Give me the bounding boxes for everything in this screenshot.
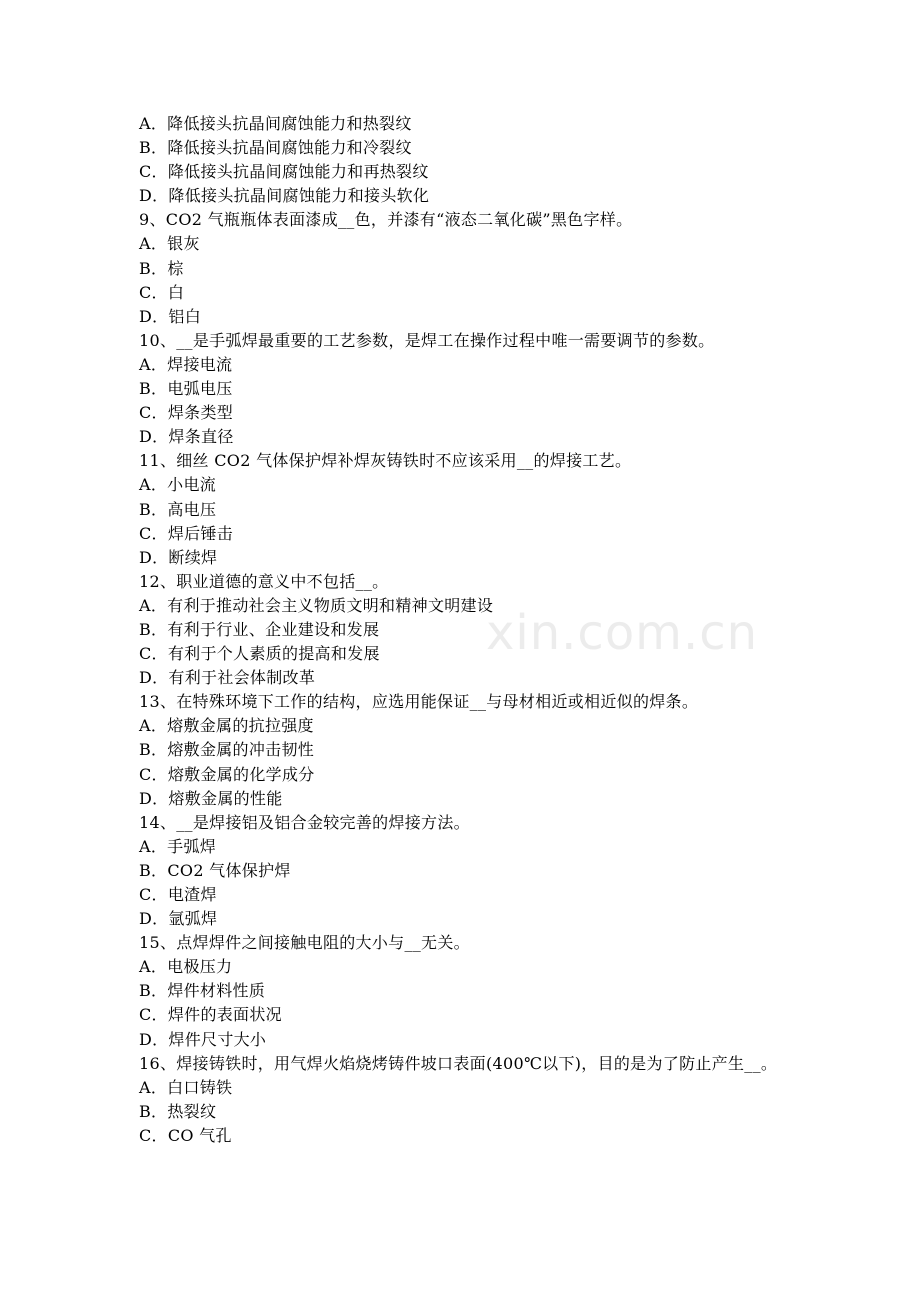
q14-option-d: D．氩弧焊 [139, 909, 218, 929]
q11-stem: 11、细丝 CO2 气体保护焊补焊灰铸铁时不应该采用__的焊接工艺。 [139, 451, 632, 471]
q10-stem: 10、__是手弧焊最重要的工艺参数，是焊工在操作过程中唯一需要调节的参数。 [139, 330, 715, 350]
q8-option-d: D．降低接头抗晶间腐蚀能力和接头软化 [139, 186, 430, 206]
q14-option-a: A．手弧焊 [139, 836, 217, 856]
q14-option-c: C．电渣焊 [139, 885, 217, 904]
q11-option-b: B．高电压 [139, 499, 217, 519]
q8-option-c: C．降低接头抗晶间腐蚀能力和再热裂纹 [139, 162, 429, 182]
q15-option-a: A．电极压力 [139, 957, 233, 977]
q8-option-a: A．降低接头抗晶间腐蚀能力和热裂纹 [139, 114, 412, 133]
q15-option-c: C．焊件的表面状况 [139, 1005, 282, 1025]
q14-stem: 14、__是焊接铝及铝合金较完善的焊接方法。 [139, 812, 470, 832]
q14-option-b: B．CO2 气体保护焊 [139, 860, 291, 880]
q12-stem: 12、职业道德的意义中不包括__。 [139, 571, 389, 591]
watermark: xin.com.cn [486, 605, 759, 661]
q12-option-b: B．有利于行业、企业建设和发展 [139, 619, 380, 639]
q16-option-a: A．白口铸铁 [139, 1077, 233, 1097]
q11-option-a: A．小电流 [139, 475, 217, 495]
q13-stem: 13、在特殊环境下工作的结构，应选用能保证__与母材相近或相近似的焊条。 [139, 692, 699, 712]
q8-option-b: B．降低接头抗晶间腐蚀能力和冷裂纹 [139, 138, 412, 158]
q13-option-a: A．熔敷金属的抗拉强度 [139, 716, 314, 736]
question-list [139, 112, 789, 1148]
q13-option-d: D．熔敷金属的性能 [139, 788, 283, 808]
q10-option-b: B．电弧电压 [139, 379, 233, 399]
q10-option-d: D．焊条直径 [139, 427, 234, 447]
q16-stem: 16、焊接铸铁时，用气焊火焰烧烤铸件坡口表面(400℃以下)，目的是为了防止产生__。 [139, 1053, 778, 1073]
q9-option-b: B．棕 [139, 258, 184, 278]
q15-stem: 15、点焊焊件之间接触电阻的大小与__无关。 [139, 933, 470, 953]
q9-option-a: A．银灰 [139, 234, 200, 254]
q11-option-d: D．断续焊 [139, 547, 218, 567]
q10-option-a: A．焊接电流 [139, 354, 233, 374]
q9-option-d: D．铝白 [139, 306, 202, 326]
q11-option-c: C．焊后锤击 [139, 523, 234, 543]
q13-option-c: C．熔敷金属的化学成分 [139, 764, 315, 784]
q12-option-a: A．有利于推动社会主义物质文明和精神文明建设 [139, 595, 494, 615]
q16-option-b: B．热裂纹 [139, 1101, 217, 1121]
q15-option-d: D．焊件尺寸大小 [139, 1029, 267, 1049]
q15-option-b: B．焊件材料性质 [139, 981, 266, 1001]
q10-option-c: C．焊条类型 [139, 403, 234, 423]
q12-option-d: D．有利于社会体制改革 [139, 668, 316, 688]
q13-option-b: B．熔敷金属的冲击韧性 [139, 740, 315, 760]
q9-option-c: C．白 [139, 282, 185, 302]
q9-stem: 9、CO2 气瓶瓶体表面漆成__色，并漆有“液态二氧化碳”黑色字样。 [139, 210, 633, 230]
q16-option-c: C．CO 气孔 [139, 1125, 232, 1145]
q12-option-c: C．有利于个人素质的提高和发展 [139, 644, 380, 664]
